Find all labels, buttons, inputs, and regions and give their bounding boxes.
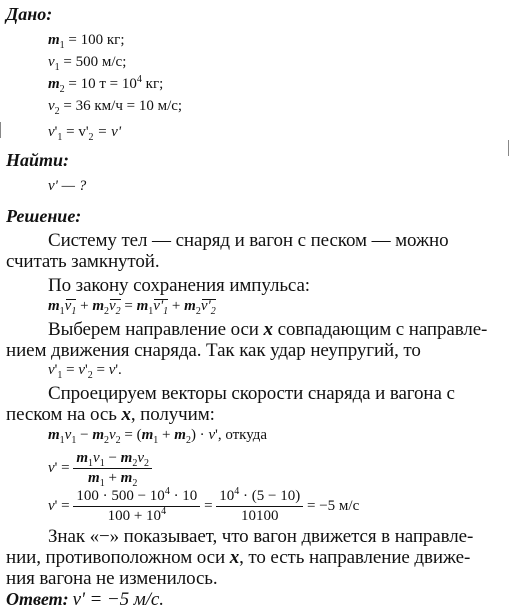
margin-tick-left	[0, 122, 1, 138]
solution-p1-line2: считать замкнутой.	[6, 251, 160, 272]
given-v1: $v_1 = 500$ м/с;	[48, 54, 127, 73]
momentum-equation-vector: $m_1v_1 + m_2v_2 = m_1v'_1 + m_2v'_2$	[48, 298, 216, 317]
solution-p3-line2: нием движения снаряда. Так как удар неупругий, то	[6, 340, 421, 361]
velocity-equality: $v'_1 = v'_2 = v'$.	[48, 362, 122, 381]
given-m1: $m_1 = 100$ кг;	[48, 32, 125, 51]
given-equality: $v'_1 = v'_2 = v'$	[48, 124, 122, 143]
solution-p3-line1: Выберем направление оси x совпадающим с направле-	[48, 319, 488, 340]
given-m2: $m_2 = 10$ $т = 10^4$ кг;	[48, 74, 164, 95]
solution-p5-line3: ния вагона не изменилось.	[6, 568, 218, 589]
given-v2: $v_2 = 36$ км/ч = 10 м/с;	[48, 98, 183, 117]
solution-p4-line1: Спроецируем векторы скорости снаряда и вагона с	[48, 383, 455, 404]
answer	[6, 589, 164, 611]
solution-p5-line1: Знак «−» показывает, что вагон движется в направле-	[48, 526, 474, 547]
numeric-calculation: v' = $\frac{100 \cdot 500 - 10^4 \cdot 10}{100 + 10^4}$ = $\frac{10^4 \cdot (5 - 10)}{10100}$ = −5 м/с	[48, 486, 360, 524]
velocity-formula: v' = $\frac{m_1v_1 - m_2v_2}{m_1 + m_2}$	[48, 450, 152, 487]
solution-heading: Решение:	[6, 206, 82, 226]
projection-equation: $m_1v_1 - m_2v_2 = (m_1 + m_2) \cdot v'$, откуда	[48, 427, 268, 446]
solution-p2: По закону сохранения импульса:	[48, 275, 310, 296]
answer-value: v' = −5 м/с.	[72, 589, 164, 610]
find-item: v' — ?	[48, 178, 87, 194]
solution-p5-line2: нии, противоположном оси x, то есть направление движе-	[6, 547, 471, 568]
find-heading: Найти:	[6, 150, 70, 170]
given-heading: Дано:	[6, 4, 53, 24]
margin-tick-right	[508, 140, 509, 156]
solution-p1-line1: Систему тел — снаряд и вагон с песком — можно	[48, 230, 449, 251]
answer-heading: Ответ:	[6, 589, 69, 609]
solution-p4-line2: песком на ось x, получим:	[6, 404, 215, 425]
